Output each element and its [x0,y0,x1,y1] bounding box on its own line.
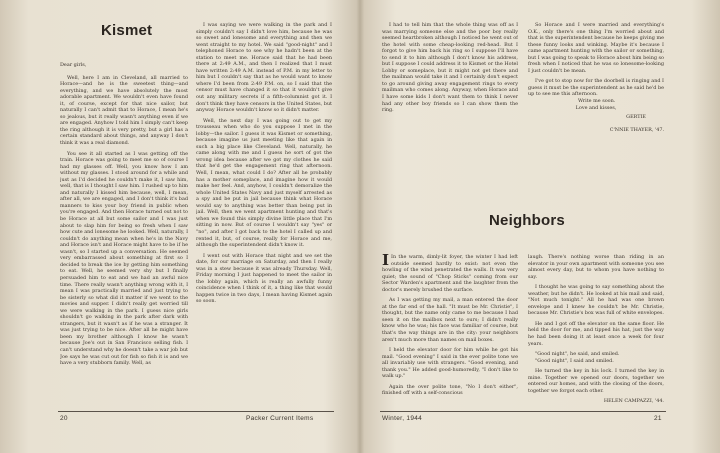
page-number: 20 [60,415,68,422]
paragraph: So Horace and I were married and everything's O.K., only there's one thing I'm worried about and that is the superintendent because he keeps giving me these funny looks and winking. Maybe it's because I came apartment hunting with the sailor or something, but I was going to speak to Horace about him being so fresh when I noticed that he was so lonesome-looking I just couldn't be mean. [528,22,664,74]
paragraph: I was saying we were walking in the park and I simply couldn't say I didn't love him, because he was so sweet and lonesome and everything and then we went straight to my hotel. We said "good-night" and I telephoned Horace to see why he hadn't been at the station to meet me. Horace said that he had been there at 2:49 A.M., and then I realized that I must have written 2:49 A.M. instead of P.M. in my letter to him but I couldn't say that as he would want to know where I'd been from 2:49 P.M. on, so I said that the censor must have changed it so that it wouldn't give out any military secrets if a fifth-columnist got it. I don't think they have censors in the United States, but anyway Horace wouldn't know so it didn't matter. [196,22,332,114]
closing: Write me soon. [578,98,616,105]
drop-cap: I [382,254,390,269]
story-title-neighbors: Neighbors [489,212,565,229]
paragraph-text: In the warm, dimly-lit foyer, the winter I had left outside seemed hardly to exist: not even the howling of the wind penetrated the walls. It was very quiet; the sound of "Chop Sticks" coming from our Sector Warden's apartment and the laughter from the doctor's merely brushed the surface. [382,254,518,293]
paragraph: laugh. There's nothing worse than riding in an elevator in your own apartment with someone you see almost every day, but to whom you have nothing to say. [528,254,664,280]
paragraph: Well, here I am in Cleveland, all married to Horace—and he is the sweetest thing—and everything, and we have absolutely the most adorable apartment. We wouldn't even have found it, of course, except for that nice sailor, but naturally I can't admit that to Horace, I mean he's so jealous, but it really wasn't anything even if we are engaged. Anyhow I told him I simply can't keep the ring although it is very pretty, but a girl has a certain standard about things, and anyway I don't think it was a real diamond. [60,74,188,147]
paragraph [382,254,518,293]
paragraph: Again the over polite tone, "No I don't either", finished off with a self-conscious [382,383,518,397]
paragraph: "Good night", I said and smiled. [535,357,614,364]
byline: HELEN CAMPAZZI, '44. [603,398,664,405]
paragraph: I've got to stop now for the doorbell is ringing and I guess it must be the superintendent as he said he'd be up to see me this afternoon. [528,78,664,98]
signature: GERTIE [626,114,646,121]
right-page-column-1-upper [382,22,518,177]
paragraph: I had to tell him that the whole thing was off as I was marrying someone else and the poor boy really seemed heartbroken although I noticed he went out of the hotel with some cheap-looking red-head. But I forgot to give him back his ring so I suppose I'll have to send it to him although I don't know his address, but I suppose I could address it to Kismet or the Hotel Lobby or someplace, but it might not get there and the mailman would take it and I certainly don't expect to go around giving away engagement rings to every mailman who comes along. Anyway, when Horace and I have some kids I don't want them to think I never had any other boy friends so I can show them the ring. [382,22,518,114]
running-footer: Winter, 1944 [382,415,423,422]
footer-rule [58,411,334,412]
paragraph: I thought he was going to say something about the weather, but he didn't. He looked at his mail and said, "Not much tonight." All he had was one brown envelope and I knew he couldn't be Mr. Christie, because Mr. Christie's box was full of white envelopes. [528,284,664,317]
paragraph: Well, the next day I was going out to get my trousseau when who do you suppose I met in the lobby—the sailor. I guess it was Kismet or something, because imagine us just meeting like that again in such a big place like Cleveland. Well, naturally, he came along with me and I guess he sort of got the wrong idea because after we got my clothes he said that he'd get the engagement ring that afternoon. Well, I mean, what could I do? After all he probably has a mother someplace, and imagine how it would make her feel. And, anyhow, I couldn't demoralize the whole United States Navy and just myself arrested as a spy and be put in jail because think what Horace would say to anything was better than being put in jail. Well, then we went apartment hunting and that's when we found this simply divine little place that I'm sitting in now. But of course I wouldn't say "yes" or "no", and after I got back to the hotel I called up and rented it, but, of course, really for Horace and me, although the superintendent didn't know it. [196,117,332,249]
right-page-column-2-upper [528,22,664,177]
right-page-column-1-lower [382,254,518,409]
paragraph: I went out with Horace that night and we set the date, for our marriage on Saturday, and then I really was in a stew because it was already Thursday. Well, Friday morning I just happened to meet the sailor in the lobby again, which is really an awfully funny coincidence when I think of it, a thing like that would happen twice in two days, I mean having Kismet again so soon. [196,252,332,305]
story-title-kismet: Kismet [101,22,153,39]
page-number: 21 [654,415,662,422]
paragraph: I held the elevator door for him while he got his mail. "Good evening" I said in the ever polite tone we all invariably use with strangers. "Good evening, and thank you." He added good-humoredly, "I don't like to walk up." [382,347,518,380]
paragraph: As I was getting my mail, a man entered the door at the far end of the hall. "It must be Mr. Christie", I thought, but the name only came to me because I had seen it on the mailbox next to ours; I didn't really know who he was; his face was familiar of course, but that's the way things are in the city: your neighbors aren't much more than names on mail boxes. [382,297,518,343]
paragraph: "Good night", he said, and smiled. [535,351,620,358]
left-page-column-1 [60,62,188,408]
paragraph: Dear girls, [60,62,87,68]
left-page [0,0,358,453]
paragraph: He and I got off the elevator on the same floor. He held the door for me, and tipped his hat, just the way he had been doing it at least once a week for four years. [528,320,664,347]
paragraph: He turned the key in his lock. I turned the key in mine. Together we opened our doors, together we entered our homes, and with the closing of the doors, together we forgot each other. [528,368,664,394]
right-page-column-2-lower [528,254,664,409]
right-page [362,0,720,453]
closing: Love and kisses, [575,104,617,111]
left-page-column-2 [196,22,332,408]
running-footer: Packer Current Items [246,415,314,422]
byline: C'NNIE THAYER, '47. [609,126,664,133]
footer-rule [380,411,666,412]
paragraph: You see it all started as I was getting off the train. Horace was going to meet me so of course I had my glasses off. Well, you know how I am without my glasses. I stood around for a while and just as I'd decided he couldn't make it, I saw him, well, that is I thought I saw him. I rushed up to him and naturally I kissed him because, well, I mean, after all, we are engaged, and I don't think it's bad manners to kiss your boy friend in public when you're engaged. And then Horace turned out not to be Horace at all but some sailor and I was just about to slap him for being so fresh when I saw how cute and lonesome he looked. Well, naturally, I couldn't do anything mean when he's in the Navy and Horace isn't and Horace might have to be if he wasn't, so I started up a conversation. He seemed very embarrassed about something at first so I decided to break the ice by getting him something to eat. Well, he seemed very shy but I finally persuaded him to eat and we had an awful nice time. There really wasn't anything wrong with it, I mean I was practically married and just trying to be sisterly so what did it matter if we went to the movies and supper. I didn't really get worried till we were walking in the park. I guess nice girls shouldn't go walking in the park after dark with strangers, but it wasn't as if he was a stranger. It was just trying to be nice. After all he might have been my brother although I know he wasn't because Joe's out in San Francisco selling fish. I can't understand why he doesn't take a war job but Joe says he was cut out for fish so fish it is and we have a very stubborn family. Well, as [60,150,188,367]
